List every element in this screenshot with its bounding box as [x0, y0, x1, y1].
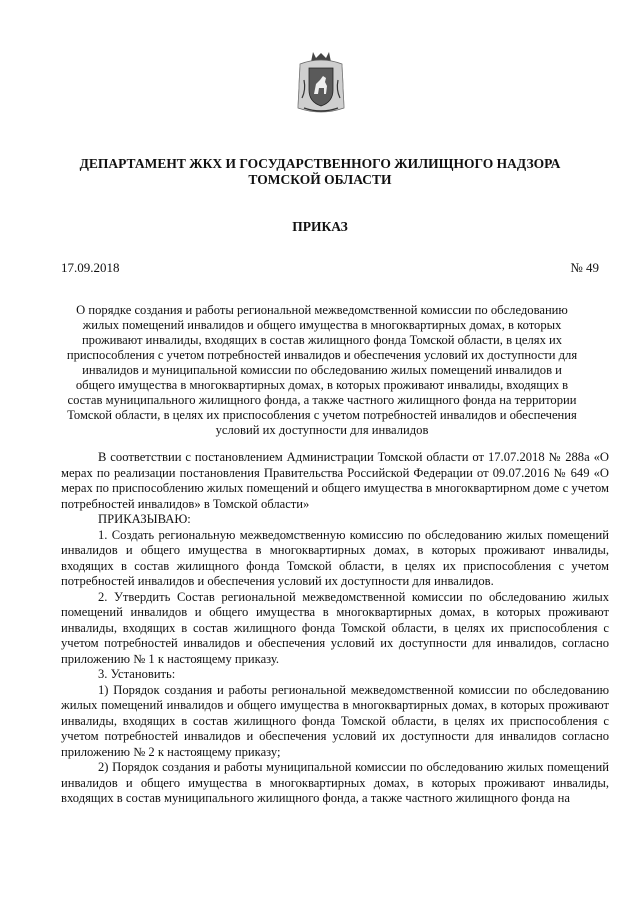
department-name: ДЕПАРТАМЕНТ ЖКХ И ГОСУДАРСТВЕННОГО ЖИЛИЩНОГО НАДЗОРА ТОМСКОЙ ОБЛАСТИ: [79, 156, 561, 187]
item-3-2-paragraph: 2) Порядок создания и работы муниципальной комиссии по обследованию жилых помещений инвалидов и общего имущества в многоквартирных домах, в которых проживают инвалиды, входящих в состав муниципального жилищного фонда, а также частного жилищного фонда на: [61, 760, 609, 805]
document-type: ПРИКАЗ: [292, 219, 348, 234]
document-number: № 49: [570, 260, 599, 275]
document-body: [61, 450, 609, 807]
item-3-1-paragraph: 1) Порядок создания и работы региональной межведомственной комиссии по обследованию жилых помещений инвалидов и общего имущества в многоквартирных домах, в которых проживают инвалиды, входящих в состав жилищного фонда Томской области, в целях их приспособления с учетом потребностей инвалидов и обеспечения условий их доступности для инвалидов согласно приложению № 2 к настоящему приказу;: [61, 682, 609, 759]
item-2-paragraph: 2. Утвердить Состав региональной межведомственной комиссии по обследованию жилых помещений инвалидов и общего имущества в многоквартирных домах, в которых проживают инвалиды, входящих в состав жилищного фонда Томской области, в целях их приспособления с учетом потребностей инвалидов и обеспечения условий их доступности для инвалидов, согласно приложению № 1 к настоящему приказу.: [61, 589, 609, 666]
document-subject: О порядке создания и работы региональной межведомственной комиссии по обследованию жилых помещений инвалидов и общего имущества в многоквартирных домах, в которых проживают инвалиды, входящих в состав жилищного фонда Томской области, в целях их приспособления с учетом потребностей инвалидов и обеспечения условий их доступности для инвалидов и муниципальной комиссии по обследованию жилых помещений инвалидов и общего имущества в многоквартирных домах, в которых проживают инвалиды, входящих в состав муниципального жилищного фонда, а также частного жилищного фонда на территории Томской области, в целях их приспособления с учетом потребностей инвалидов и обеспечения условий их доступности для инвалидов: [66, 303, 578, 437]
item-3-paragraph: 3. Установить:: [98, 667, 176, 681]
document-date: 17.09.2018: [61, 260, 120, 275]
coat-of-arms-icon: [296, 50, 346, 116]
order-word: ПРИКАЗЫВАЮ:: [98, 512, 191, 526]
item-1-paragraph: 1. Создать региональную межведомственную комиссию по обследованию жилых помещений инвалидов и общего имущества в многоквартирных домах, в которых проживают инвалиды, входящих в состав жилищного фонда Томской области, в целях их приспособления с учетом потребностей инвалидов и обеспечения условий их доступности для инвалидов.: [61, 527, 609, 588]
preamble-paragraph: В соответствии с постановлением Администрации Томской области от 17.07.2018 № 288а «О мерах по реализации постановления Правительства Российской Федерации от 09.07.2016 № 649 «О мерах по приспособлению жилых помещений и общего имущества в многоквартирном доме с учетом потребностей инвалидов» в Томской области»: [61, 450, 609, 511]
